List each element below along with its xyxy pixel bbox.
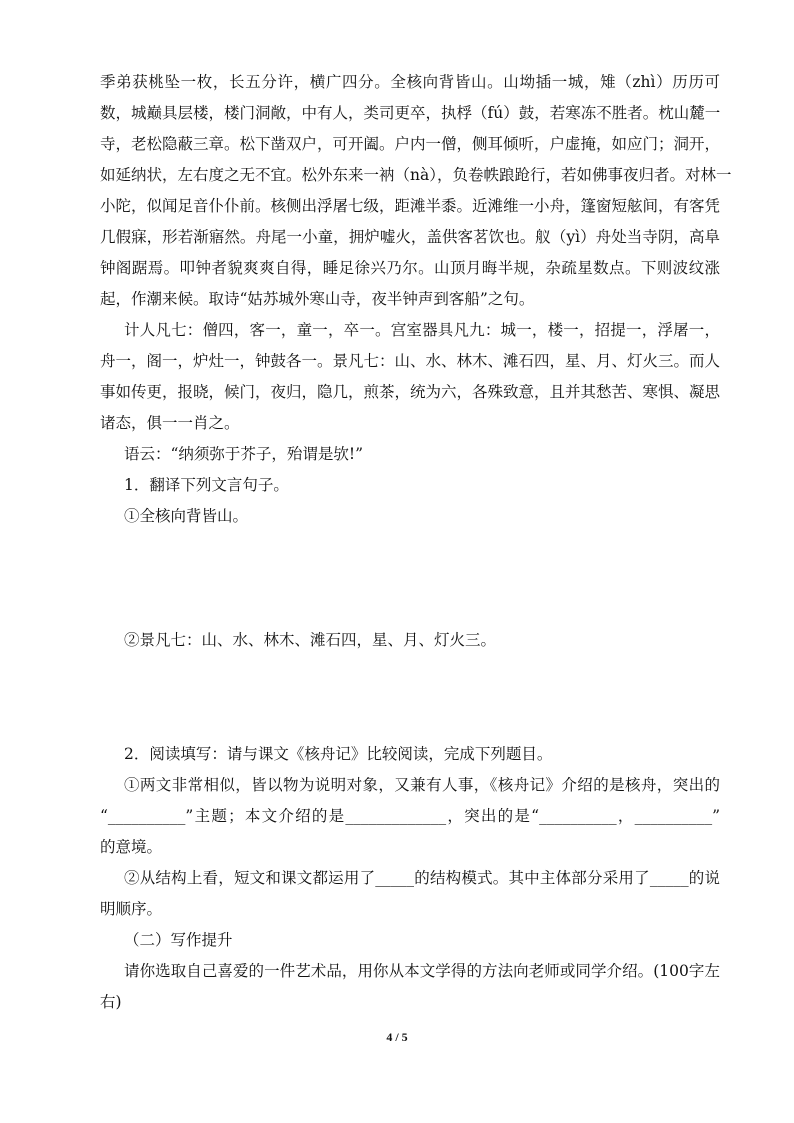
writing-prompt-line-1: 请你选取自己喜爱的一件艺术品，用你从本文学得的方法向老师或同学介绍。(100字左 <box>124 962 720 980</box>
passage-line-3: 寺，老松隐蔽三章。松下凿双户，可开阖。户内一僧，侧耳倾听，户虚掩，如应门；洞开， <box>100 135 721 153</box>
question-2-item-a-line-3: 的意境。 <box>100 838 163 856</box>
passage-line-8: 起，作潮来候。取诗“姑苏城外寒山寺，夜半钟声到客船”之句。 <box>100 290 535 308</box>
passage-line-6: 几假寐，形若渐寤然。舟尾一小童，拥炉嘘火，盖供客茗饮也。舣（yì）舟处当寺阴，高阜 <box>100 228 720 246</box>
question-2-item-b-line-1: ②从结构上看，短文和课文都运用了_____的结构模式。其中主体部分采用了_____的说 <box>124 869 720 887</box>
question-2-title: 2．阅读填写：请与课文《核舟记》比较阅读，完成下列题目。 <box>124 745 553 763</box>
passage-line-1: 季弟获桃坠一枚，长五分许，横广四分。全核向背皆山。山坳插一城，雉（zhì）历历可 <box>100 73 720 91</box>
page-number: 4 / 5 <box>386 1030 408 1044</box>
passage-line-2: 数，城巅具层楼，楼门洞敞，中有人，类司更卒，执桴（fú）鼓，若寒冻不胜者。枕山麓一 <box>100 104 721 122</box>
question-2-item-b-line-2: 明顺序。 <box>100 900 163 918</box>
question-2-item-a-line-2: “__________”主题；本文介绍的是_____________，突出的是“__________，__________” <box>100 807 720 825</box>
section-2-title: （二）写作提升 <box>124 931 233 949</box>
passage-line-12: 诸态，俱一一肖之。 <box>100 414 240 432</box>
writing-prompt-line-2: 右) <box>100 993 122 1011</box>
passage-line-11: 事如传更，报晓，候门，夜归，隐几，煎茶，统为六，各殊致意，且并其愁苦、寒惧、凝思 <box>100 383 721 401</box>
passage-line-10: 舟一，阁一，炉灶一，钟鼓各一。景凡七：山、水、林木、滩石四，星、月、灯火三。而人 <box>100 352 721 370</box>
passage-line-13: 语云：“纳须弥于芥子，殆谓是欤!” <box>124 445 364 463</box>
passage-line-5: 小陀，似闻足音仆仆前。核侧出浮屠七级，距滩半黍。近滩维一小舟，篷窗短舷间，有客凭 <box>100 197 721 215</box>
question-2-item-a-line-1: ①两文非常相似，皆以物为说明对象，又兼有人事，《核舟记》介绍的是核舟，突出的 <box>124 776 720 794</box>
question-1-title: 1．翻译下列文言句子。 <box>124 476 289 494</box>
question-1-item-a: ①全核向背皆山。 <box>124 507 249 525</box>
passage-line-9: 计人凡七：僧四，客一，童一，卒一。宫室器具凡九：城一，楼一，招提一，浮屠一， <box>124 321 720 339</box>
question-1-item-b: ②景凡七：山、水、林木、滩石四，星、月、灯火三。 <box>124 631 497 649</box>
passage-line-4: 如延纳状，左右度之无不宜。松外东来一衲（nà），负卷帙踉跄行，若如佛事夜归者。对林一 <box>100 166 732 184</box>
passage-line-7: 钟阁踞焉。叩钟者貌爽爽自得，睡足徐兴乃尔。山顶月晦半规，杂疏星数点。下则波纹涨 <box>100 259 720 277</box>
